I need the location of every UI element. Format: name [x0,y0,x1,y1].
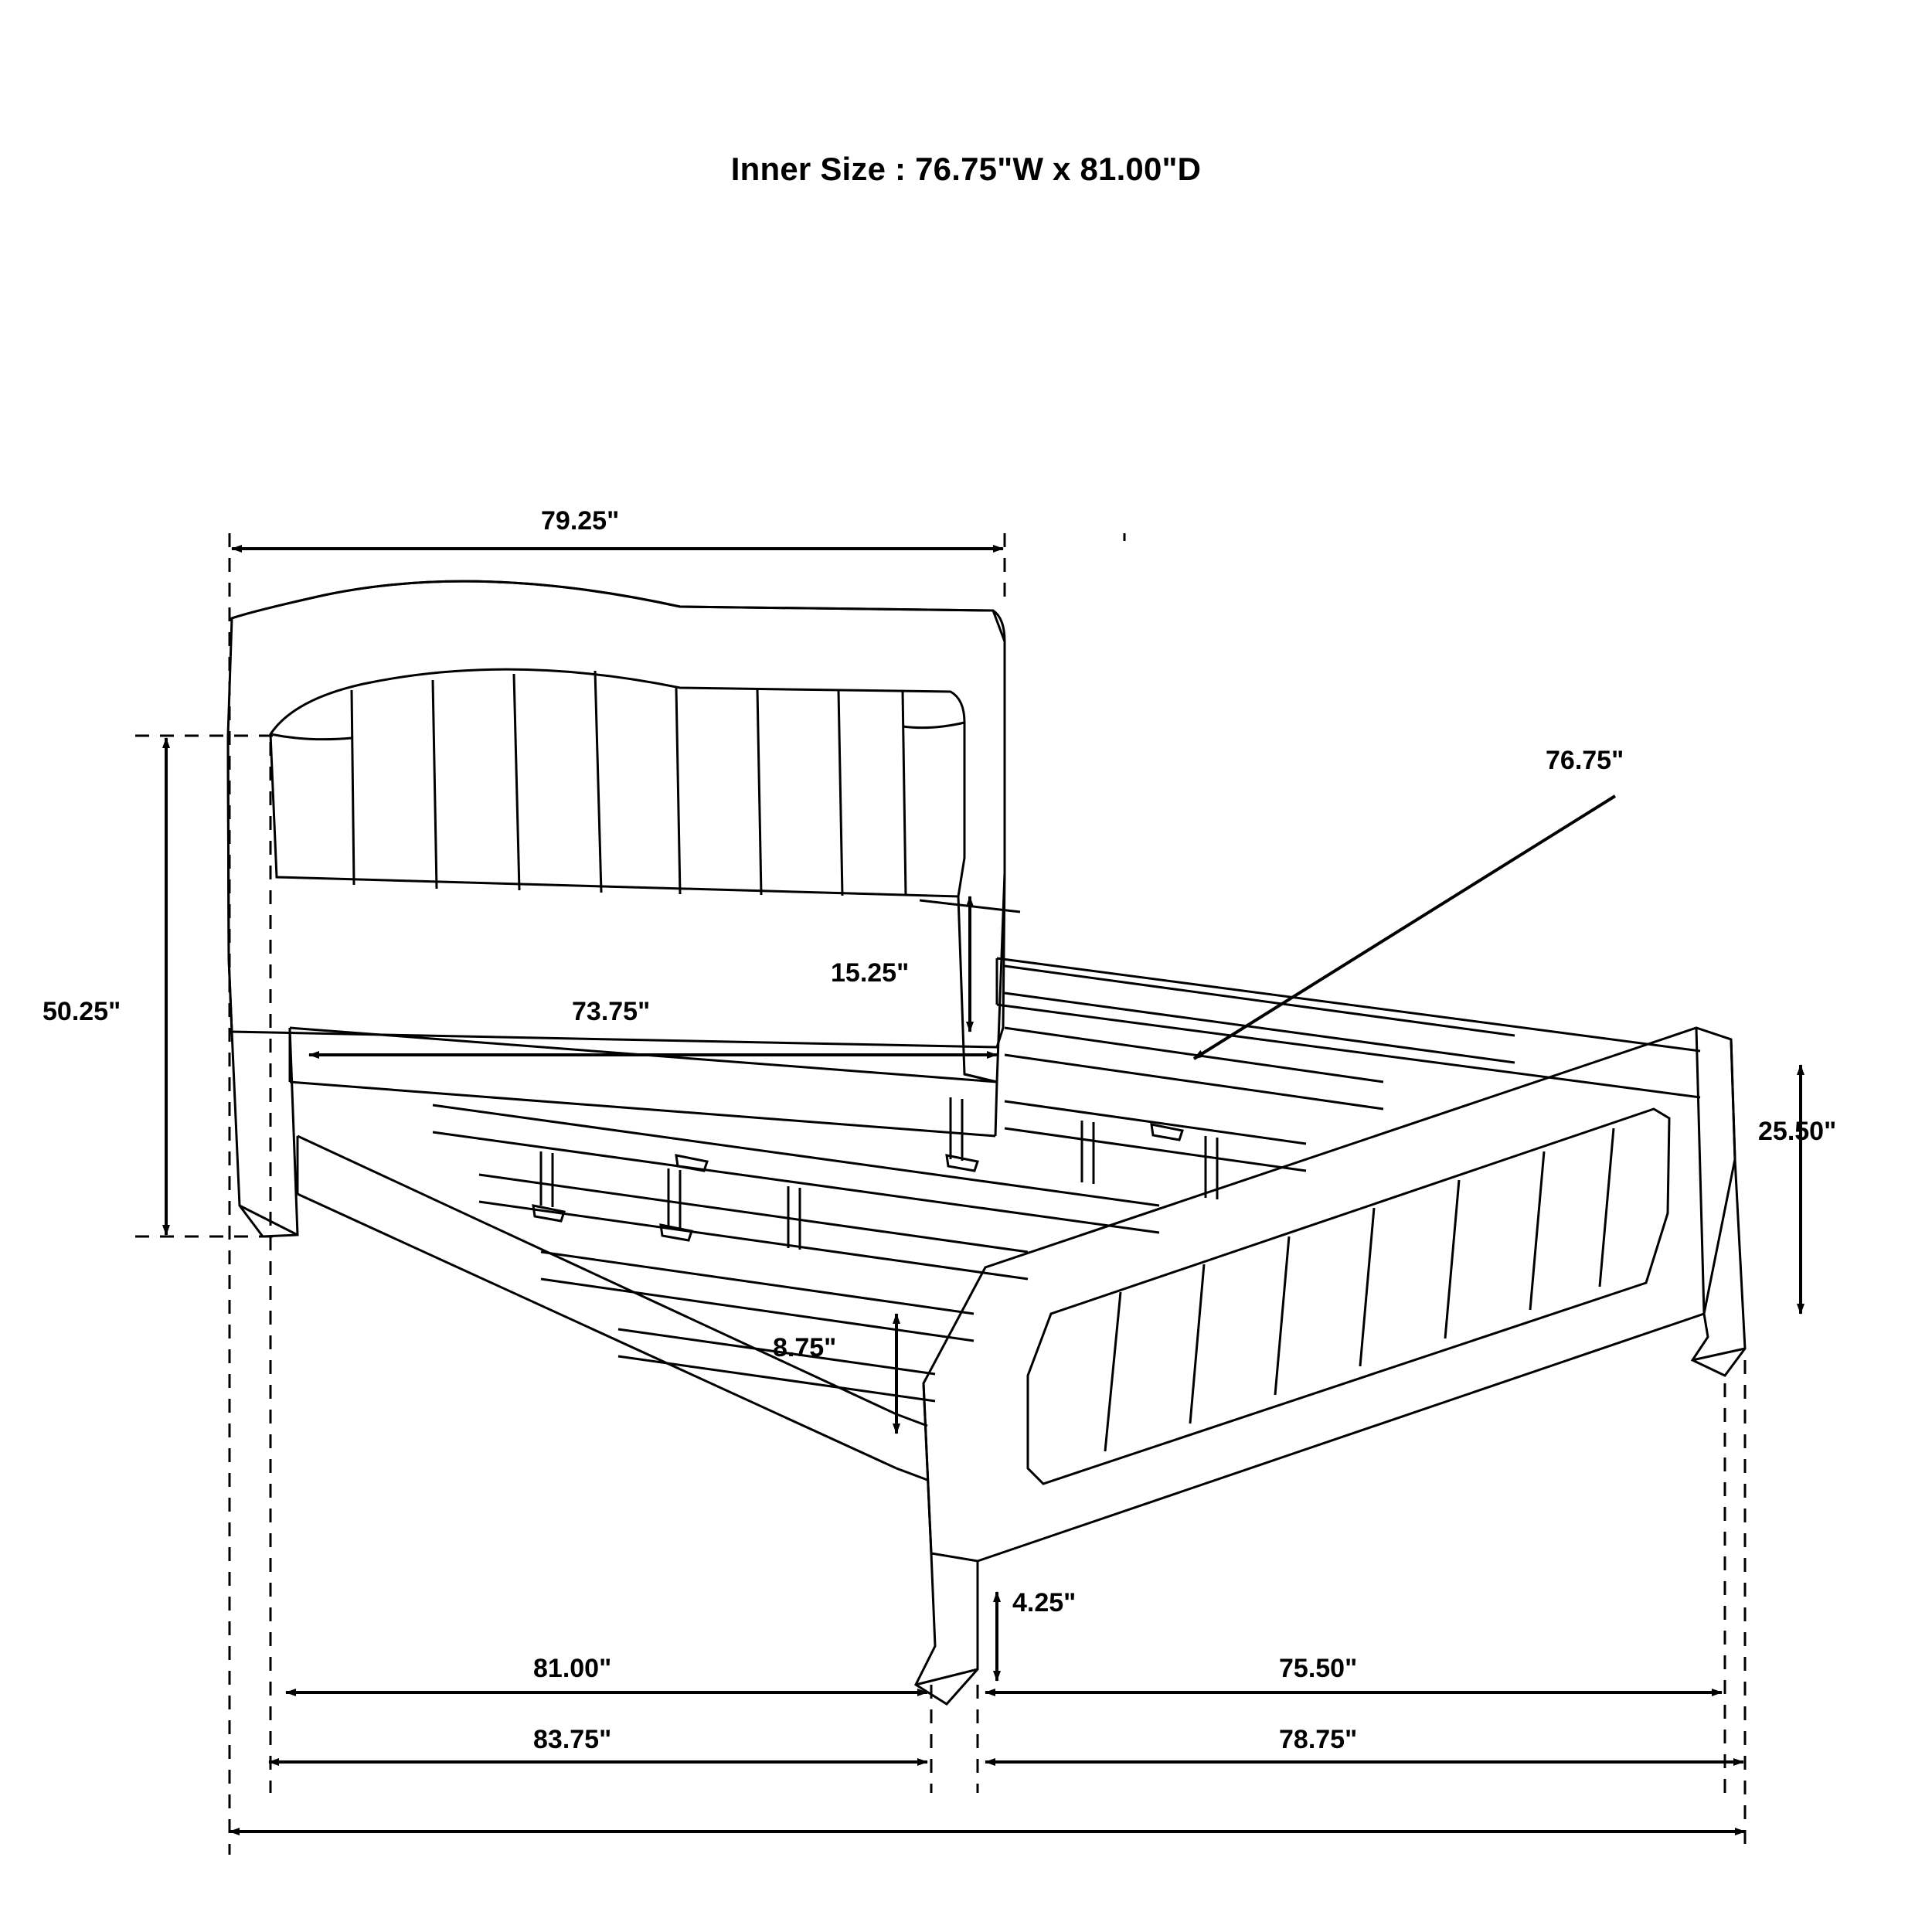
extension-lines [135,533,1745,1855]
dim-slat-clearance-height: 8.75" [773,1333,837,1362]
dim-headboard-height: 50.25" [43,997,121,1026]
dim-overall-headboard-width: 79.25" [541,506,620,536]
dim-overall-footboard-width: 78.75" [1279,1725,1358,1754]
bed-outline [228,581,1745,1704]
dim-overall-length: 83.75" [533,1725,612,1754]
dim-headboard-panel-height: 15.25" [831,958,910,988]
page-title: Inner Size : 76.75"W x 81.00"D [730,151,1202,187]
dim-footboard-width: 75.50" [1279,1654,1358,1683]
dim-leg-clearance-height: 4.25" [1012,1588,1077,1617]
dim-callout-inner-width: 76.75" [1546,746,1624,775]
dim-headboard-panel-width: 73.75" [572,997,651,1026]
dim-side-rail-length: 81.00" [533,1654,612,1683]
dim-footboard-height: 25.50" [1758,1117,1837,1146]
